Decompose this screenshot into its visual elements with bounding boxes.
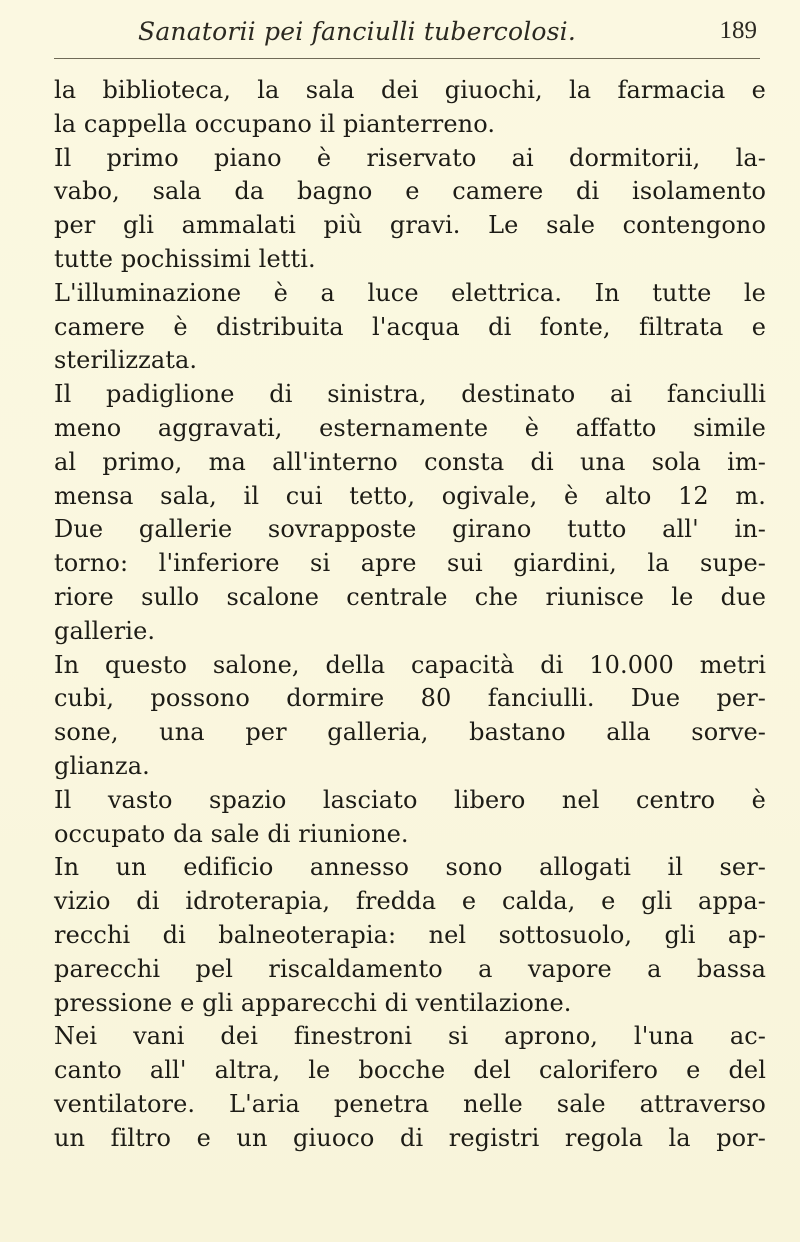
text-line: sone, una per galleria, bastano alla sorve-: [54, 718, 766, 747]
text-line: per gli ammalati più gravi. Le sale contengono: [54, 211, 766, 240]
text-line: recchi di balneoterapia: nel sottosuolo, gli ap-: [54, 920, 766, 949]
running-title: Sanatorii pei fanciulli tubercolosi.: [138, 17, 577, 46]
text-line: glianza.: [54, 751, 150, 780]
text-line: la biblioteca, la sala dei giuochi, la farmacia e: [54, 76, 766, 104]
text-line: Nei vani dei finestroni si aprono, l'una ac-: [54, 1022, 766, 1051]
text-line: parecchi pel riscaldamento a vapore a bassa: [54, 954, 766, 983]
text-line: al primo, ma all'interno consta di una sola im-: [54, 447, 766, 476]
text-line: occupato da sale di riunione.: [54, 819, 409, 848]
text-line: un filtro e un giuoco di registri regola la por-: [54, 1123, 766, 1152]
text-line: Il primo piano è riservato ai dormitorii, la-: [54, 143, 766, 172]
text-line: cubi, possono dormire 80 fanciulli. Due per-: [54, 684, 766, 713]
running-header: [54, 12, 760, 59]
text-line: In questo salone, della capacità di 10.000 metri: [54, 650, 766, 679]
text-line: sterilizzata.: [54, 346, 198, 375]
text-line: pressione e gli apparecchi di ventilazione.: [54, 988, 572, 1017]
page-number: 189: [719, 17, 757, 44]
text-line: Il padiglione di sinistra, destinato ai fanciulli: [54, 380, 766, 409]
text-line: Due gallerie sovrapposte girano tutto all' in-: [54, 515, 766, 544]
text-line: riore sullo scalone centrale che riunisce le due: [54, 582, 766, 611]
text-line: torno: l'inferiore si apre sui giardini, la supe-: [54, 549, 766, 578]
body-text: [54, 74, 766, 1156]
text-line: la cappella occupano il pianterreno.: [54, 109, 496, 138]
text-line: mensa sala, il cui tetto, ogivale, è alto 12 m.: [54, 481, 766, 510]
text-line: vizio di idroterapia, fredda e calda, e gli appa-: [54, 887, 766, 916]
text-line: Il vasto spazio lasciato libero nel centro è: [54, 785, 766, 814]
text-line: L'illuminazione è a luce elettrica. In tutte le: [54, 278, 766, 307]
text-line: vabo, sala da bagno e camere di isolamento: [54, 177, 766, 206]
text-line: ventilatore. L'aria penetra nelle sale attraverso: [54, 1089, 766, 1118]
text-line: gallerie.: [54, 616, 156, 645]
text-line: In un edificio annesso sono allogati il ser-: [54, 853, 766, 882]
text-line: tutte pochissimi letti.: [54, 244, 316, 273]
text-line: camere è distribuita l'acqua di fonte, filtrata e: [54, 312, 766, 341]
text-line: meno aggravati, esternamente è affatto simile: [54, 413, 766, 442]
text-line: canto all' altra, le bocche del calorifero e del: [54, 1056, 766, 1085]
